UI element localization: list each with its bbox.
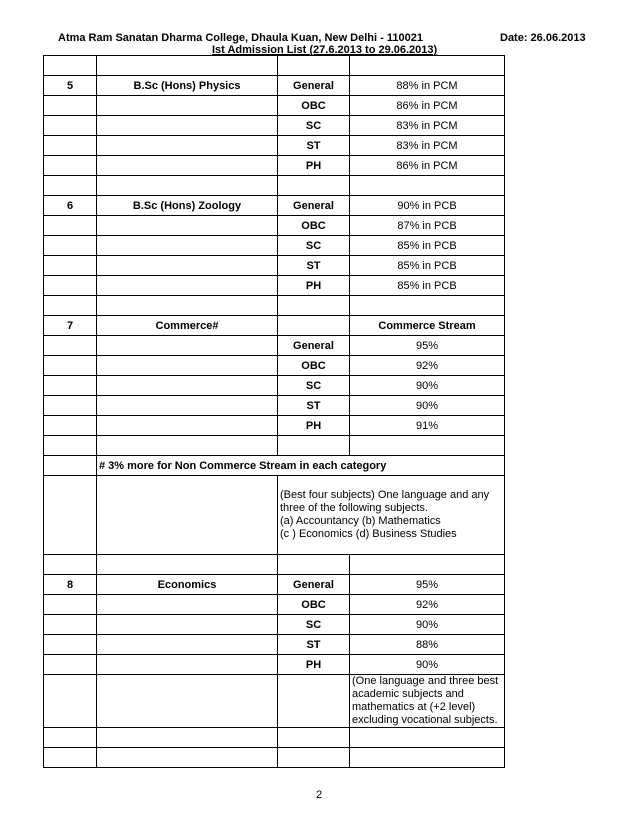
category-cell: SC [278,116,350,136]
blank-row [44,436,505,456]
table-row [44,256,505,276]
table-row [44,396,505,416]
course-number: 6 [44,196,97,216]
blank-row [44,728,505,748]
cutoff-cell: 83% in PCM [350,136,505,156]
commerce-subjects [278,476,505,555]
table-row [44,675,505,728]
category-cell: SC [278,376,350,396]
cutoff-cell: 90% in PCB [350,196,505,216]
subject-line: (a) Accountancy (b) Mathematics [280,515,441,527]
course-name: Commerce# [97,316,278,336]
table-row [44,236,505,256]
table-row [44,456,505,476]
cutoff-table [43,55,505,768]
category-cell: PH [278,655,350,675]
category-cell: OBC [278,96,350,116]
category-cell: ST [278,136,350,156]
table-row [44,216,505,236]
cutoff-cell: 88% [350,635,505,655]
course-name: B.Sc (Hons) Physics [97,76,278,96]
cutoff-cell: 87% in PCB [350,216,505,236]
table-row [44,635,505,655]
category-cell: SC [278,236,350,256]
category-cell: General [278,196,350,216]
cutoff-cell: 85% in PCB [350,256,505,276]
subject-line: academic subjects and [352,688,464,700]
table-row [44,655,505,675]
category-cell: ST [278,256,350,276]
table-row [44,416,505,436]
page-number: 2 [315,789,323,801]
table-row [44,376,505,396]
cutoff-cell: 92% [350,356,505,376]
blank-row [44,176,505,196]
table-row [44,595,505,615]
category-cell: PH [278,156,350,176]
course-name: Economics [97,575,278,595]
economics-subjects [350,675,505,728]
table-row [44,575,505,595]
subject-line: mathematics at (+2 level) [352,701,476,713]
cutoff-cell: 95% [350,575,505,595]
document-date: Date: 26.06.2013 [500,32,586,44]
admission-list-title: Ist Admission List (27.6.2013 to 29.06.2013) [212,44,438,56]
table-row [44,615,505,635]
category-cell: ST [278,635,350,655]
blank-row [44,296,505,316]
cutoff-cell: 85% in PCB [350,276,505,296]
cutoff-cell: 83% in PCM [350,116,505,136]
category-cell: OBC [278,356,350,376]
stream-cell: Commerce Stream [350,316,505,336]
table-row [44,336,505,356]
course-number: 5 [44,76,97,96]
category-cell: PH [278,276,350,296]
table-row [44,76,505,96]
table-row [44,316,505,336]
category-cell: General [278,575,350,595]
blank-row [44,56,505,76]
table-row [44,136,505,156]
table-row [44,156,505,176]
subject-line: (c ) Economics (d) Business Studies [280,528,457,540]
cutoff-cell: 86% in PCM [350,96,505,116]
cutoff-cell: 86% in PCM [350,156,505,176]
category-cell: General [278,76,350,96]
category-cell: PH [278,416,350,436]
subject-line: (One language and three best [352,675,499,687]
cutoff-cell: 90% [350,376,505,396]
cutoff-cell: 85% in PCB [350,236,505,256]
college-name: Atma Ram Sanatan Dharma College, Dhaula Kuan, New Delhi - 110021 [58,32,423,44]
subject-line: three of the following subjects. [280,502,428,514]
table-row [44,476,505,555]
subject-line: (Best four subjects) One language and any [280,489,490,501]
category-cell: SC [278,615,350,635]
cutoff-cell: 91% [350,416,505,436]
cutoff-cell: 95% [350,336,505,356]
cutoff-cell: 90% [350,615,505,635]
cutoff-cell: 92% [350,595,505,615]
commerce-note: # 3% more for Non Commerce Stream in each category [97,456,505,476]
course-name: B.Sc (Hons) Zoology [97,196,278,216]
blank-row [44,748,505,768]
table-row [44,196,505,216]
category-cell: ST [278,396,350,416]
category-cell: OBC [278,595,350,615]
table-row [44,276,505,296]
table-row [44,116,505,136]
table-row [44,96,505,116]
cutoff-cell: 90% [350,396,505,416]
category-cell: General [278,336,350,356]
blank-row [44,555,505,575]
cutoff-cell: 88% in PCM [350,76,505,96]
subject-line: excluding vocational subjects. [352,714,498,726]
course-number: 7 [44,316,97,336]
cutoff-cell: 90% [350,655,505,675]
table-row [44,356,505,376]
category-cell: OBC [278,216,350,236]
course-number: 8 [44,575,97,595]
